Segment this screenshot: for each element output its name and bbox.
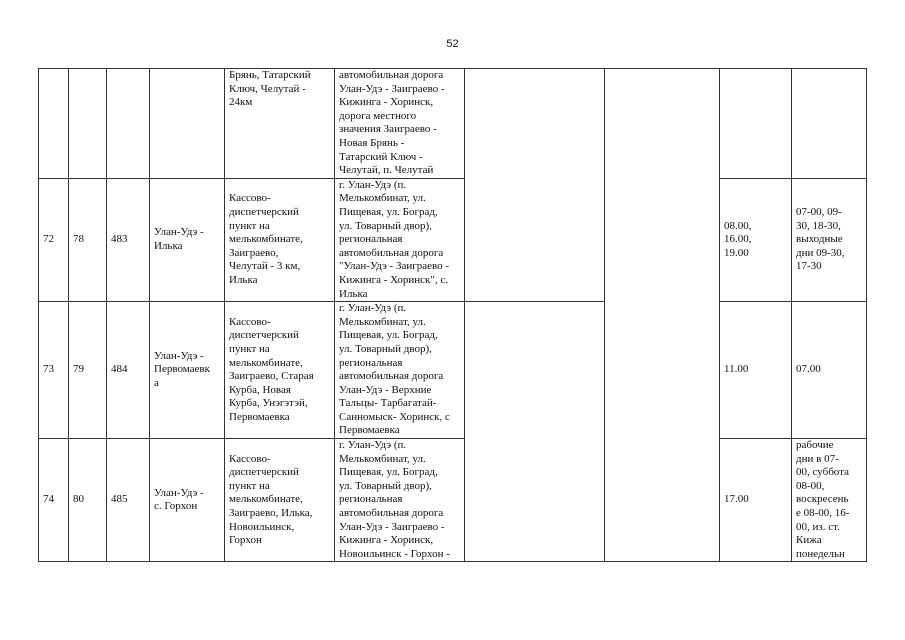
departure-times-cell: 17.00: [720, 439, 792, 562]
table-row: [39, 69, 867, 179]
registration-number-cell: 78: [69, 178, 107, 301]
page-number: 52: [446, 38, 459, 50]
registration-number-cell: 80: [69, 439, 107, 562]
route-name-cell: Улан-Удэ - с. Горхон: [150, 439, 225, 562]
route-name-cell: Улан-Удэ - Первомаевк а: [150, 302, 225, 439]
route-schedule-table: [38, 68, 867, 562]
route-path-cell: г. Улан-Удэ (п. Мелькомбинат, ул. Пищевая, ул. Боград, ул. Товарный двор), региональная автомобильная дорога "Улан-Удэ - Заиграево - Кижинга - Хоринск", с. Илька: [335, 178, 465, 301]
table-row: [39, 178, 867, 301]
route-number-cell: 483: [107, 178, 150, 301]
operating-hours-cell: [792, 69, 867, 179]
route-number-cell: 484: [107, 302, 150, 439]
route-number-cell: 485: [107, 439, 150, 562]
registration-number-cell: [69, 69, 107, 179]
route-path-cell: автомобильная дорога Улан-Удэ - Заиграево - Кижинга - Хоринск, дорога местного значения Заиграево - Новая Брянь - Татарский Ключ - Челутай, п. Челутай: [335, 69, 465, 179]
row-number-cell: [39, 69, 69, 179]
route-name-cell: [150, 69, 225, 179]
departure-times-cell: 08.00, 16.00, 19.00: [720, 178, 792, 301]
registration-number-cell: 79: [69, 302, 107, 439]
operating-hours-cell: 07-00, 09- 30, 18-30, выходные дни 09-30, 17-30: [792, 178, 867, 301]
stops-cell: Кассово- диспетчерский пункт на мелькомбинате, Заиграево, Илька, Новоильинск, Горхон: [225, 439, 335, 562]
route-path-cell: г. Улан-Удэ (п. Мелькомбинат, ул. Пищевая, ул. Боград, ул. Товарный двор), региональная автомобильная дорога Улан-Удэ - Верхние Тальцы- Тарбагатай- Санномыск- Хоринск, с Первомаевка: [335, 302, 465, 439]
operating-hours-cell: рабочие дни в 07- 00, суббота 08-00, воскресень е 08-00, 16- 00, из. ст. Кижа понедельн: [792, 439, 867, 562]
stops-cell: Брянь, Татарский Ключ, Челутай - 24км: [225, 69, 335, 179]
stops-cell: Кассово- диспетчерский пункт на мелькомбинате, Заиграево, Старая Курба, Новая Курба, Унэгэтэй, Первомаевка: [225, 302, 335, 439]
route-number-cell: [107, 69, 150, 179]
operating-hours-cell: 07.00: [792, 302, 867, 439]
route-path-cell: г. Улан-Удэ (п. Мелькомбинат, ул. Пищевая, ул. Боград, ул. Товарный двор), региональная автомобильная дорога Улан-Удэ - Заиграево - Кижинга - Хоринск, Новоильинск - Горхон -: [335, 439, 465, 562]
stops-cell: Кассово- диспетчерский пункт на мелькомбинате, Заиграево, Челутай - 3 км, Илька: [225, 178, 335, 301]
empty-cell: [465, 302, 605, 562]
departure-times-cell: [720, 69, 792, 179]
departure-times-cell: 11.00: [720, 302, 792, 439]
empty-cell: [465, 69, 605, 302]
row-number-cell: 73: [39, 302, 69, 439]
table-row: [39, 439, 867, 562]
table-row: [39, 302, 867, 439]
row-number-cell: 74: [39, 439, 69, 562]
row-number-cell: 72: [39, 178, 69, 301]
empty-cell: [605, 69, 720, 562]
route-name-cell: Улан-Удэ - Илька: [150, 178, 225, 301]
